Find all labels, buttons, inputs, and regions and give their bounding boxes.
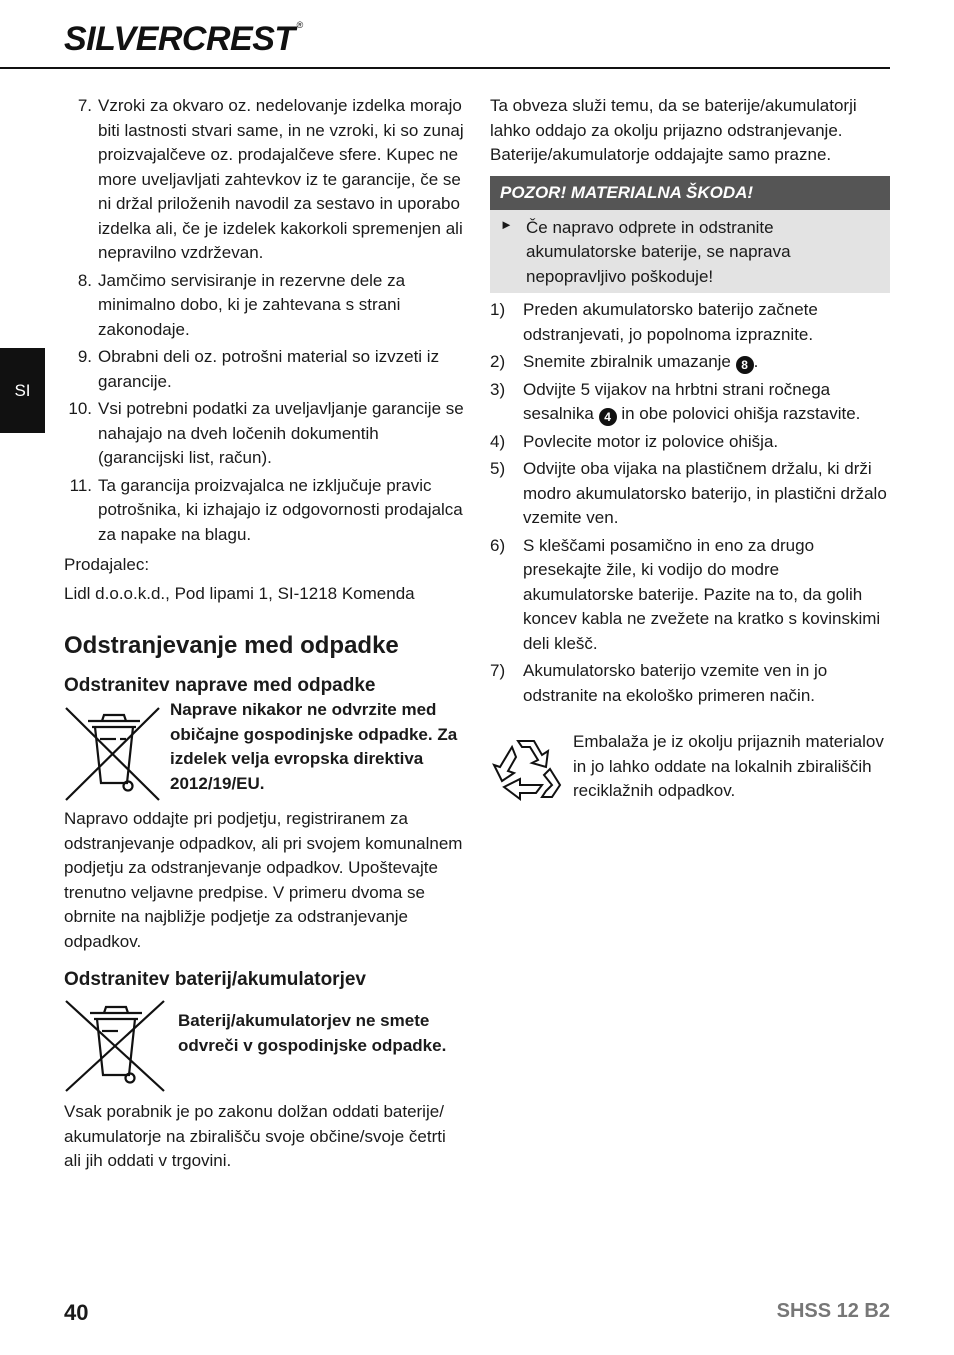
page-number: 40 [64, 1300, 89, 1325]
device-warning-block [64, 700, 464, 803]
disposal-title: Odstranjevanje med odpadke [64, 632, 399, 659]
crossed-bin-icon [64, 997, 168, 1093]
caution-text: Če napravo odprete in odstranite akumulatorske baterije, se naprava nepopravljivo poškoduje! [526, 217, 791, 286]
battery-disposal-text: Vsak porabnik je po zakonu dolžan oddati baterije/ akumulatorje na zbirališču svoje občine/svoje četrti ali jih oddati v trgovini. [64, 1102, 446, 1170]
caution-title: POZOR! MATERIALNA ŠKODA! [490, 176, 890, 210]
list-item: 3) Odvijte 5 vijakov na hrbtni strani ročnega sesalnika 4 in obe polovici ohišja razstavite. [490, 379, 861, 424]
list-item: 10. Vsi potrebni podatki za uveljavljanje garancije se nahajajo na dveh ločenih dokumentih (garancijski list, račun). [68, 399, 464, 467]
list-item: 4) Povlecite motor iz polovice ohišja. [490, 431, 779, 451]
part-number-badge: 8 [736, 356, 754, 374]
list-item: 7. Vzroki za okvaro oz. nedelovanje izdelka morajo biti lastnosti stvari same, in ne vzroki, ki so zunaj proizvajalčeve oz. prodajalčeve sfere. Kupec ne more uveljavljati zahtevkov iz te garancije, če se ni držal priloženih navodil za sestavo in uporabo izdelka ali, če je izdelek kakorkoli spremenjen ali nepravilno vzdrževan. [77, 96, 464, 262]
caution-body [490, 210, 890, 294]
model-number: SHSS 12 B2 [776, 1300, 890, 1322]
steps-list [490, 298, 890, 708]
list-item: 9. Obrabni deli oz. potrošni material so izvzeti iz garancije. [77, 347, 440, 391]
battery-disposal-title: Odstranitev baterij/akumulatorjev [64, 969, 366, 990]
seller-address: Lidl d.o.o.k.d., Pod lipami 1, SI-1218 Komenda [64, 583, 415, 603]
caution-box [490, 176, 890, 294]
crossed-bin-icon [64, 703, 164, 803]
warranty-list [64, 94, 464, 547]
device-disposal-text: Napravo oddajte pri podjetju, registriranem za odstranjevanje odpadkov, ali pri svojem komunalnem podjetju za odstranjevanje odpadkov. Upoštevajte trenutno veljavne predpise. V primeru dvoma se obrnite na najbližje podjetje za odstranjevanje odpadkov. [64, 809, 463, 951]
list-item: 6) S kleščami posamično in eno za drugo presekajte žile, ki vodijo do modre akumulatorske baterije. Pazite na to, da golih koncev kabla ne zvežete na kratko s kovinskimi deli klešč. [490, 535, 881, 653]
list-item: 2) Snemite zbiralnik umazanje 8 . [490, 352, 759, 372]
recycle-icon [490, 733, 566, 805]
intro-text: Ta obveza služi temu, da se baterije/akumulatorji lahko oddajo za okolju prijazno odstranjevanje. Baterije/akumulatorje oddajajte samo prazne. [490, 96, 857, 164]
left-column [64, 94, 464, 1174]
right-column [490, 94, 890, 805]
header-rule [0, 67, 890, 69]
part-number-badge: 4 [599, 408, 617, 426]
brand-logo: SILVERCREST ® [64, 20, 303, 58]
list-item: 1) Preden akumulatorsko baterijo začnete odstranjevati, jo popolnoma izpraznite. [490, 300, 818, 344]
list-item: 11. Ta garancija proizvajalca ne izključuje pravic potrošnika, ki izhajajo iz odgovornosti prodajalca za napake na blagu. [69, 475, 463, 544]
battery-warning-block [64, 997, 464, 1093]
list-item: 7) Akumulatorsko baterijo vzemite ven in jo odstranite na ekološko primeren način. [490, 661, 828, 705]
triangle-bullet-icon: ► [500, 216, 513, 232]
list-item: 5) Odvijte oba vijaka na plastičnem držalu, ki drži modro akumulatorsko baterijo, in plastični držalo vzemite ven. [490, 459, 887, 527]
device-warning-text: Naprave nikakor ne odvrzite med običajne gospodinjske odpadke. Za izdelek velja evropska direktiva 2012/19/EU. [170, 700, 458, 793]
caution-item [500, 216, 880, 290]
seller-label: Prodajalec: [64, 555, 150, 574]
recycle-block [490, 733, 890, 805]
battery-warning-text: Baterij/akumulatorjev ne smete odvreči v gospodinjske odpadke. [178, 1011, 447, 1055]
recycle-text: Embalaža je iz okolju prijaznih materialov in jo lahko oddate na lokalnih zbirališčih reciklažnih odpadkov. [573, 732, 884, 800]
language-tab: SI [0, 348, 45, 433]
device-disposal-title: Odstranitev naprave med odpadke [64, 675, 376, 696]
list-item: 8. Jamčimo servisiranje in rezervne dele za minimalno dobo, ki je zahtevana s strani zakonodaje. [77, 270, 406, 339]
